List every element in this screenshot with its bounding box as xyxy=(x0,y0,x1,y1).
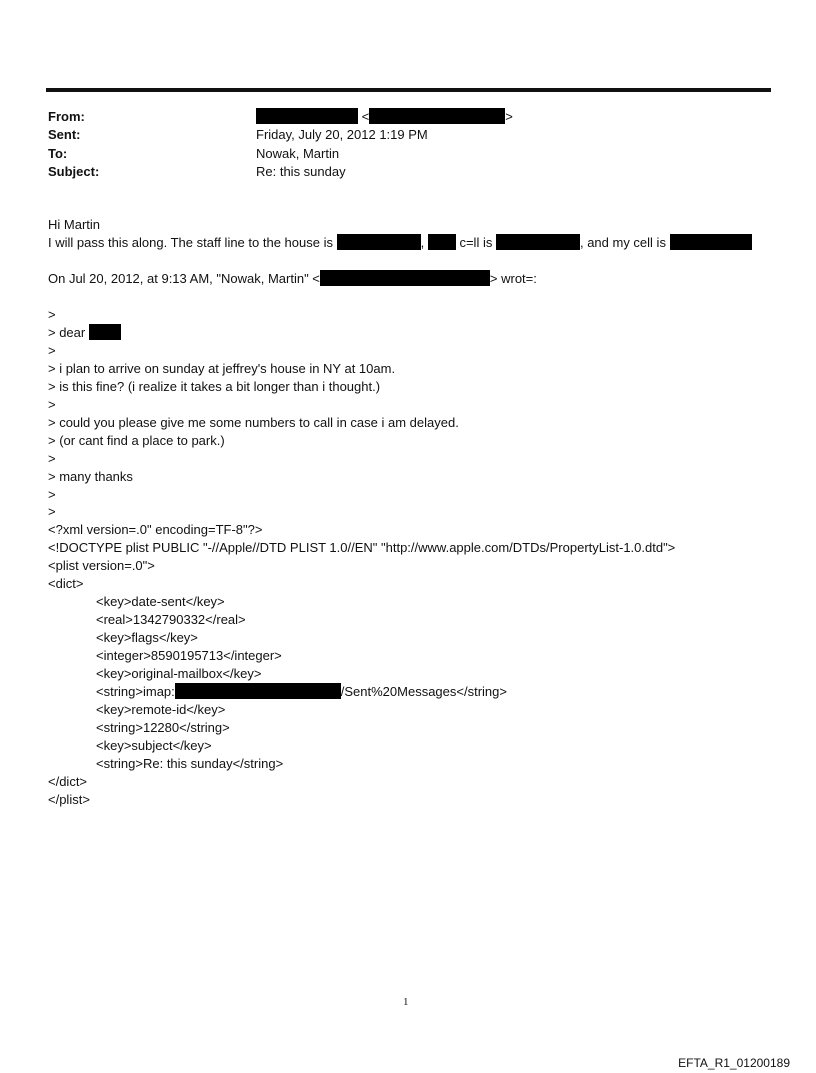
from-label: From: xyxy=(48,109,85,124)
xml-line: <?xml version=.0" encoding=TF-8"?> xyxy=(48,522,263,537)
quote-line: > xyxy=(48,397,56,412)
body-text: > wrot=: xyxy=(489,271,537,286)
quote-line: > xyxy=(48,487,56,502)
sent-label: Sent: xyxy=(48,127,81,142)
header-rule xyxy=(46,88,771,92)
xml-line: <key>date-sent</key> xyxy=(96,594,225,609)
quote-line: > i plan to arrive on sunday at jeffrey's house in NY at 10am. xyxy=(48,361,396,376)
quote-line: > xyxy=(48,307,56,322)
body-text: <string>imap: xyxy=(96,684,175,699)
quote-line: > is this fine? (i realize it takes a bit longer than i thought.) xyxy=(48,379,381,394)
xml-line: <key>subject</key> xyxy=(96,738,212,753)
body-line-staff xyxy=(48,234,752,252)
subject-value: Re: this sunday xyxy=(256,164,346,179)
subject-label: Subject: xyxy=(48,164,100,179)
xml-line: <integer>8590195713</integer> xyxy=(96,648,282,663)
redaction-box xyxy=(175,683,341,699)
from-value xyxy=(256,108,513,126)
body-text: I will pass this along. The staff line to the house is xyxy=(48,235,333,250)
to-value: Nowak, Martin xyxy=(256,146,340,161)
redaction-box xyxy=(670,234,752,250)
xml-line: <real>1342790332</real> xyxy=(96,612,246,627)
redaction-box xyxy=(256,108,358,124)
page-number: 1 xyxy=(403,996,409,1008)
body-text: c=ll is xyxy=(459,235,493,250)
quote-header xyxy=(48,270,537,288)
xml-line: <string>Re: this sunday</string> xyxy=(96,756,284,771)
xml-line: <plist version=.0"> xyxy=(48,558,155,573)
quote-line: > could you please give me some numbers to call in case i am delayed. xyxy=(48,415,459,430)
xml-line: <string>12280</string> xyxy=(96,720,230,735)
body-text: On Jul 20, 2012, at 9:13 AM, "Nowak, Martin" < xyxy=(48,271,320,286)
body-text: /Sent%20Messages</string> xyxy=(340,684,507,699)
xml-line: </plist> xyxy=(48,792,90,807)
body-text: , and my cell is xyxy=(579,235,666,250)
quote-line: > xyxy=(48,451,56,466)
to-label: To: xyxy=(48,146,68,161)
xml-line: <key>flags</key> xyxy=(96,630,198,645)
from-close-bracket: > xyxy=(505,109,513,124)
document-id: EFTA_R1_01200189 xyxy=(678,1056,790,1070)
body-text: , xyxy=(420,235,425,250)
quote-line: > many thanks xyxy=(48,469,133,484)
quote-line: > xyxy=(48,343,56,358)
redaction-box xyxy=(89,324,121,340)
sent-value: Friday, July 20, 2012 1:19 PM xyxy=(256,127,428,142)
redaction-box xyxy=(496,234,580,250)
from-open-bracket: < xyxy=(361,109,370,124)
greeting: Hi Martin xyxy=(48,217,101,232)
xml-line: <dict> xyxy=(48,576,84,591)
redaction-box xyxy=(337,234,421,250)
redaction-box xyxy=(369,108,505,124)
xml-line: </dict> xyxy=(48,774,88,789)
quote-line xyxy=(48,324,121,342)
xml-line: <!DOCTYPE plist PUBLIC "-//Apple//DTD PLIST 1.0//EN" "http://www.apple.com/DTDs/PropertyList-1.0.dtd"> xyxy=(48,540,676,555)
redaction-box xyxy=(320,270,490,286)
xml-line: <key>remote-id</key> xyxy=(96,702,226,717)
xml-line: <key>original-mailbox</key> xyxy=(96,666,262,681)
xml-line xyxy=(96,683,507,701)
quote-line: > (or cant find a place to park.) xyxy=(48,433,225,448)
quote-line: > xyxy=(48,504,56,519)
body-text: > dear xyxy=(48,325,86,340)
redaction-box xyxy=(428,234,456,250)
